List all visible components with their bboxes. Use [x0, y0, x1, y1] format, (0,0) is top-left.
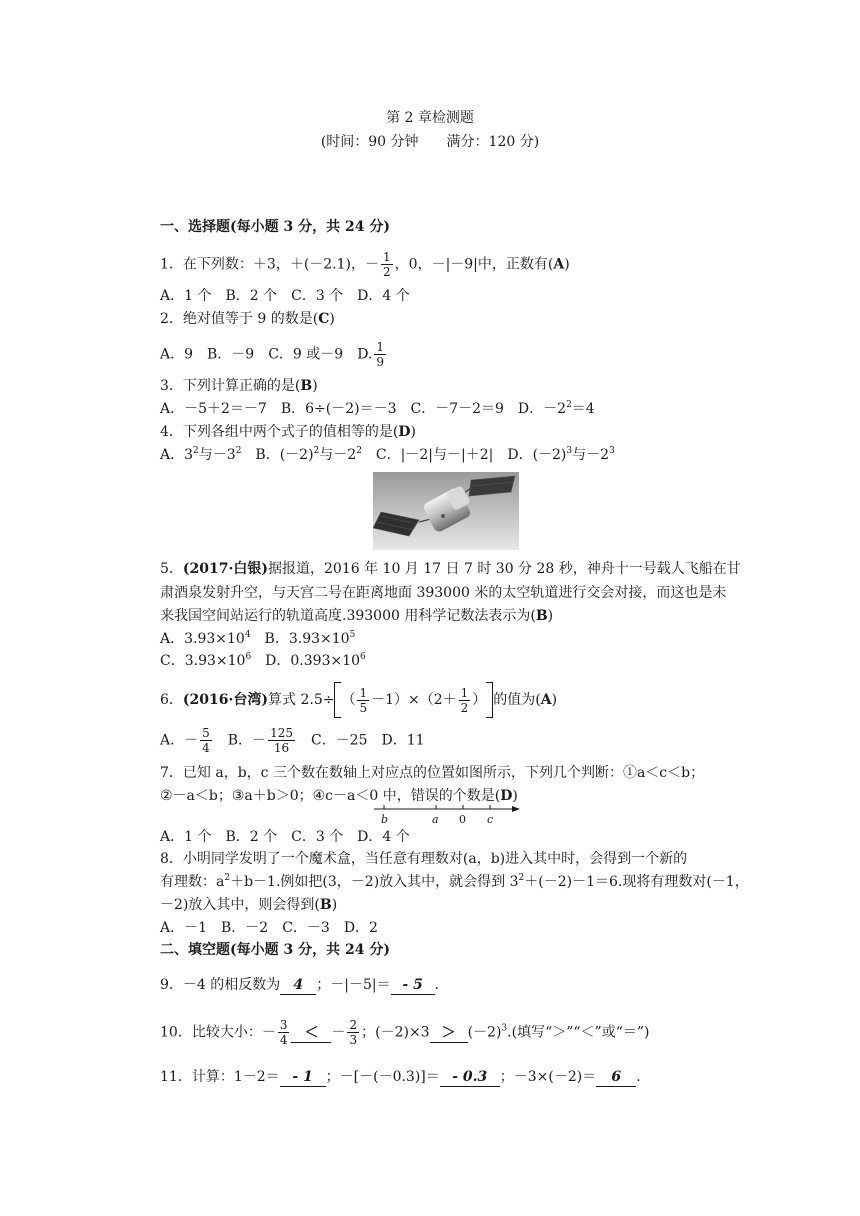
q8-line-3: [160, 896, 337, 914]
q7-line-2-text: ②－a＜b；③a＋b＞0；④c－a＜0 中，错误的个数是(: [160, 788, 501, 804]
question-4: [160, 423, 416, 441]
q1-frac-num: 1: [383, 250, 391, 264]
q5-opt-a: A．3.93×10: [160, 631, 245, 647]
q5-options-row-1: [160, 630, 355, 648]
q9-mid: ；－|－5|＝: [316, 977, 391, 993]
q5-line-1: 据报道，2016 年 10 月 17 日 7 时 30 分 28 秒，神舟十一号载人飞船在甘: [268, 561, 741, 577]
q7-close: ): [512, 788, 518, 804]
q5-exp-c: 6: [245, 652, 252, 662]
q1-stem-pre: 1．在下列数：＋3，＋(－2.1)，－: [160, 256, 380, 273]
section-choice-title: 一、选择题(每小题 3 分，共 24 分): [160, 219, 390, 235]
q2-frac-den: 9: [376, 355, 385, 369]
q6-opt-a: A．－: [160, 732, 199, 749]
q4-opt-b2: 与－2: [319, 447, 357, 463]
q4-options: [160, 446, 615, 464]
q6-frac-2: [459, 686, 471, 715]
q4-opt-a1: A．3: [160, 447, 194, 463]
q3-stem: 3．下列计算正确的是(: [160, 378, 301, 394]
q11-mid-2: ；－3×(－2)＝: [499, 1069, 597, 1085]
q5-options-row-2: [160, 652, 366, 670]
q1-fraction: [381, 250, 393, 279]
q8-line-2: [160, 873, 749, 891]
q4-close: ): [410, 424, 416, 440]
q8-line-3-text: －2)放入其中，则会得到(: [160, 897, 320, 913]
q9-pre: 9．－4 的相反数为: [160, 977, 281, 993]
q6-post: 的值为(: [493, 692, 541, 708]
q6-fb-num: 125: [270, 726, 293, 740]
q6-source: (2016·台湾): [182, 692, 269, 708]
q2-fraction: [374, 340, 386, 369]
q7-answer: D: [500, 788, 513, 804]
q6-paren-close: ）: [472, 692, 487, 708]
q1-close: ): [564, 256, 570, 273]
q6-f1-den: 5: [359, 700, 368, 715]
q5-opt-b: B．3.93×10: [250, 631, 350, 647]
q4-sup-d1: 3: [566, 446, 573, 456]
q4-sup-b2: 2: [356, 446, 362, 456]
q6-close: ): [551, 692, 558, 708]
q8-l2a: 有理数：a: [160, 874, 225, 890]
q3-options-text: A．－5＋2＝－7 B．6÷(－2)＝－3 C．－7－2＝9 D．－2: [160, 401, 567, 417]
q1-answer: A: [553, 256, 565, 273]
q10-frac-1: [278, 1018, 290, 1047]
q5-number: 5．: [160, 561, 183, 577]
page-subtitle: (时间：90 分钟 满分：120 分): [320, 134, 540, 150]
q6-answer: A: [540, 692, 552, 708]
q9-end: .: [434, 977, 440, 993]
q5-opt-c: C．3.93×10: [160, 653, 246, 669]
q8-l2c: ＋(－2)－1＝6.现将有理数对(－1，: [524, 874, 749, 890]
q9-answer-2: - 5: [391, 976, 435, 995]
q1-options: A．1 个 B．2 个 C．3 个 D．4 个: [160, 288, 410, 304]
q8-line-1: 8．小明同学发明了一个魔术盒，当任意有理数对(a，b)进入其中时，会得到一个新的: [160, 851, 688, 867]
q8-l2b: ＋b－1.例如把(3，－2)放入其中，就会得到 3: [230, 874, 519, 890]
q5-opt-d: D．0.393×10: [251, 653, 361, 669]
q1-frac-den: 2: [383, 265, 391, 279]
q3-sup: 2: [566, 400, 572, 410]
q3-options: [160, 400, 595, 418]
q6-opt-b: B．－: [213, 732, 267, 749]
q10-answer-2: ＞: [430, 1024, 468, 1043]
q6-f2-den: 2: [460, 700, 469, 715]
q6-f1-num: 1: [359, 685, 368, 700]
number-line-figure: [372, 802, 522, 826]
q4-stem: 4．下列各组中两个式子的值相等的是(: [160, 424, 399, 440]
q6-fa-num: 5: [202, 726, 210, 740]
q6-mid: －1）×（2＋: [371, 692, 457, 708]
q5-exp-d: 6: [360, 652, 366, 662]
q11-pre: 11．计算：1－2＝: [160, 1069, 280, 1085]
q2-stem: 2．绝对值等于 9 的数是(: [160, 311, 319, 327]
q5-line-3: [160, 607, 553, 625]
q10-answer-1: ＜: [291, 1024, 331, 1043]
q6-pre: 算式 2.5÷: [268, 692, 335, 708]
q10-f1-num: 3: [279, 1018, 288, 1032]
question-6: [160, 682, 557, 718]
q5-exp-a: 4: [244, 630, 251, 640]
question-10: [160, 1018, 649, 1047]
q3-close: ): [312, 378, 318, 394]
q10-power: (－2): [467, 1024, 502, 1041]
q4-opt-d1: D．(－2): [493, 447, 567, 463]
q5-answer: B: [535, 608, 548, 624]
question-1: [160, 250, 570, 279]
q4-opt-d2: 与－2: [572, 447, 610, 463]
question-3: [160, 377, 318, 395]
q2-close: ): [329, 311, 335, 327]
q10-f2-den: 3: [349, 1033, 358, 1047]
q6-options: [160, 726, 425, 755]
q8-l2sup: 2: [224, 873, 231, 883]
question-11: [160, 1068, 641, 1087]
q9-answer-1: 4: [280, 976, 316, 995]
q10-minus: －: [331, 1024, 346, 1041]
q6-fb-den: 16: [273, 741, 290, 755]
q6-frac-b: [268, 726, 295, 755]
label-a: a: [432, 813, 439, 826]
question-9: [160, 976, 439, 995]
q10-f2-num: 2: [349, 1018, 358, 1032]
q3-options-end: ＝4: [571, 401, 595, 417]
q10-mid: ；(－2)×3: [361, 1024, 430, 1041]
q4-sup-b1: 2: [313, 446, 320, 456]
page-title: 第 2 章检测题: [386, 110, 474, 126]
q6-paren-open: （: [341, 692, 356, 708]
q2-answer: C: [318, 311, 330, 327]
q4-sup-d2: 3: [609, 446, 615, 456]
q7-options: A．1 个 B．2 个 C．3 个 D．4 个: [160, 829, 410, 845]
q2-options: [160, 340, 388, 369]
q5-source: (2017·白银): [182, 561, 269, 577]
q11-mid-1: ；－[－(－0.3)]＝: [325, 1069, 440, 1085]
q4-opt-b1: B．(－2): [241, 447, 314, 463]
q10-sup: 3: [501, 1023, 508, 1034]
q6-f2-num: 1: [460, 685, 469, 700]
q8-answer: B: [319, 897, 332, 913]
label-b: b: [381, 813, 389, 826]
q2-frac-num: 1: [376, 340, 385, 354]
q8-l2sup2: 2: [518, 873, 525, 883]
q5-close: ): [547, 608, 554, 624]
q4-answer: D: [398, 424, 411, 440]
section-fill-title: 二、填空题(每小题 3 分，共 24 分): [160, 942, 390, 958]
q5-line-2: 肃酒泉发射升空，与天宫二号在距离地面 393000 米的太空轨道进行交会对接，而这也是未: [160, 585, 727, 601]
q11-answer-1: - 1: [280, 1068, 326, 1087]
label-zero: 0: [459, 813, 466, 826]
q6-frac-1: [357, 686, 369, 715]
question-5: [160, 560, 741, 578]
q11-answer-2: - 0.3: [440, 1068, 500, 1087]
q3-answer: B: [300, 378, 313, 394]
space-station-illustration: [373, 472, 519, 550]
q1-stem-post: ，0，－|－9|中，正数有(: [394, 256, 554, 273]
q10-pre: 10．比较大小：－: [160, 1024, 276, 1041]
q8-options: A．－1 B．－2 C．－3 D．2: [160, 920, 378, 936]
q2-options-text: A．9 B．－9 C．9 或－9 D.: [160, 346, 373, 363]
q10-f1-den: 4: [279, 1033, 288, 1047]
label-c: c: [487, 813, 494, 826]
q11-answer-3: 6: [596, 1068, 636, 1087]
q6-fa-den: 4: [202, 741, 210, 755]
q6-opt-rest: C．－25 D．11: [296, 732, 425, 749]
q10-frac-2: [347, 1018, 359, 1047]
q6-number: 6．: [160, 692, 183, 708]
q5-line-3-text: 来我国空间站运行的轨道高度.393000 用科学记数法表示为(: [160, 608, 536, 624]
q4-opt-a2: 与－3: [198, 447, 236, 463]
q7-line-1: 7．已知 a，b，c 三个数在数轴上对应点的位置如图所示，下列几个判断：①a＜c＜b；: [160, 765, 705, 781]
q11-end: .: [636, 1069, 641, 1085]
q4-sup-a1: 2: [193, 446, 199, 456]
question-2: [160, 310, 335, 328]
q6-frac-a: [200, 726, 212, 755]
q10-end: .(填写“＞”“＜”或“＝”): [507, 1024, 650, 1041]
q4-sup-a2: 2: [235, 446, 242, 456]
q5-exp-b: 5: [349, 630, 356, 640]
number-line-arrow: [512, 806, 520, 812]
q4-opt-c: C．|－2|与－|＋2|: [361, 447, 494, 463]
q8-close: ): [331, 897, 338, 913]
